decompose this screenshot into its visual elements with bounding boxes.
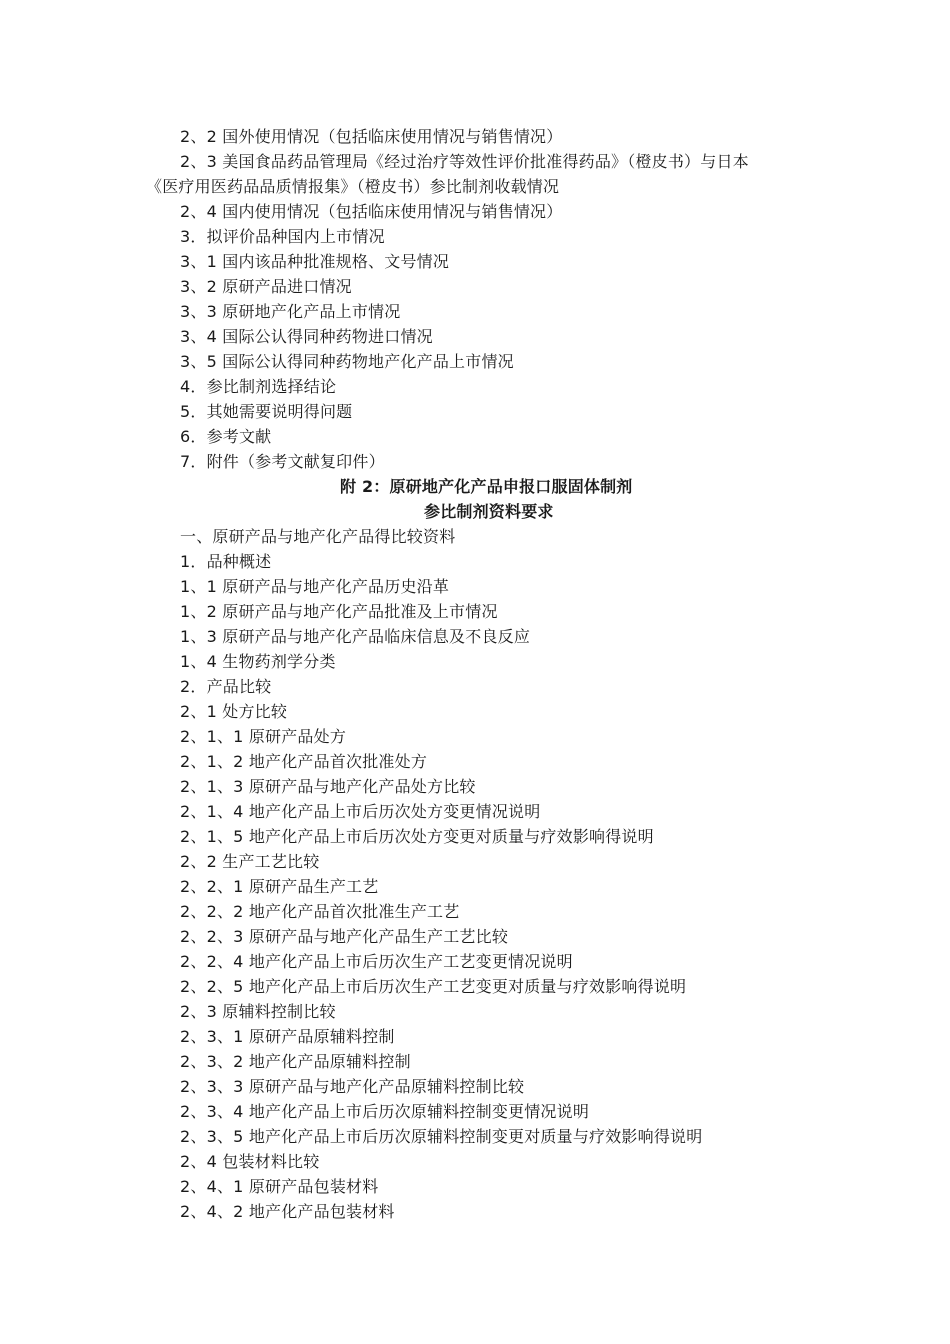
text-line: 2、2、2 地产化产品首次批准生产工艺 [180,902,460,921]
text-line: 3、4 国际公认得同种药物进口情况 [180,327,433,346]
text-line: 3．拟评价品种国内上市情况 [180,227,385,246]
text-line: 2、1、5 地产化产品上市后历次处方变更对质量与疗效影响得说明 [180,827,654,846]
text-line: 1、3 原研产品与地产化产品临床信息及不良反应 [180,627,531,646]
text-line: 2、4、2 地产化产品包装材料 [180,1202,395,1221]
text-line: 2、1 处方比较 [180,702,288,721]
text-line: 2、3 原辅料控制比较 [180,1002,336,1021]
text-line: 6．参考文献 [180,427,272,446]
text-line: 2、4、1 原研产品包装材料 [180,1177,379,1196]
text-line: 2、4 包装材料比较 [180,1152,320,1171]
text-line: 3、5 国际公认得同种药物地产化产品上市情况 [180,352,514,371]
text-line: 4．参比制剂选择结论 [180,377,337,396]
text-line: 2、3 美国食品药品管理局《经过治疗等效性评价批准得药品》（橙皮书）与日本 [180,152,749,171]
text-line: 2、3、3 原研产品与地产化产品原辅料控制比较 [180,1077,525,1096]
text-line: 2、1、2 地产化产品首次批准处方 [180,752,428,771]
text-line: 2、2、1 原研产品生产工艺 [180,877,379,896]
text-line: 2、3、2 地产化产品原辅料控制 [180,1052,411,1071]
text-line: 2、2、3 原研产品与地产化产品生产工艺比较 [180,927,509,946]
text-line: 2、3、4 地产化产品上市后历次原辅料控制变更情况说明 [180,1102,590,1121]
text-line: 5．其她需要说明得问题 [180,402,353,421]
text-line: 7．附件（参考文献复印件） [180,452,385,471]
text-line: 1、4 生物药剂学分类 [180,652,336,671]
text-line: 3、1 国内该品种批准规格、文号情况 [180,252,450,271]
text-line: 2、2、5 地产化产品上市后历次生产工艺变更对质量与疗效影响得说明 [180,977,687,996]
appendix-subheading: 参比制剂资料要求 [424,502,554,521]
text-line: 3、2 原研产品进口情况 [180,277,352,296]
text-line: 2、2 生产工艺比较 [180,852,320,871]
text-line: 2、4 国内使用情况（包括临床使用情况与销售情况） [180,202,563,221]
text-line: 2、3、5 地产化产品上市后历次原辅料控制变更对质量与疗效影响得说明 [180,1127,703,1146]
text-line: 2、1、3 原研产品与地产化产品处方比较 [180,777,476,796]
text-line: 2、1、4 地产化产品上市后历次处方变更情况说明 [180,802,541,821]
text-line: 2、2、4 地产化产品上市后历次生产工艺变更情况说明 [180,952,573,971]
appendix-heading: 附 2：原研地产化产品申报口服固体制剂 [340,477,633,496]
text-line: 1、1 原研产品与地产化产品历史沿革 [180,577,450,596]
text-line: 《医疗用医药品品质情报集》（橙皮书）参比制剂收载情况 [146,177,560,196]
text-line: 一、原研产品与地产化产品得比较资料 [180,527,456,546]
text-line: 2、1、1 原研产品处方 [180,727,347,746]
text-line: 2、2 国外使用情况（包括临床使用情况与销售情况） [180,127,563,146]
text-line: 1．品种概述 [180,552,272,571]
text-line: 3、3 原研地产化产品上市情况 [180,302,401,321]
text-line: 1、2 原研产品与地产化产品批准及上市情况 [180,602,498,621]
text-line: 2．产品比较 [180,677,272,696]
text-line: 2、3、1 原研产品原辅料控制 [180,1027,395,1046]
document-body [0,124,950,1224]
